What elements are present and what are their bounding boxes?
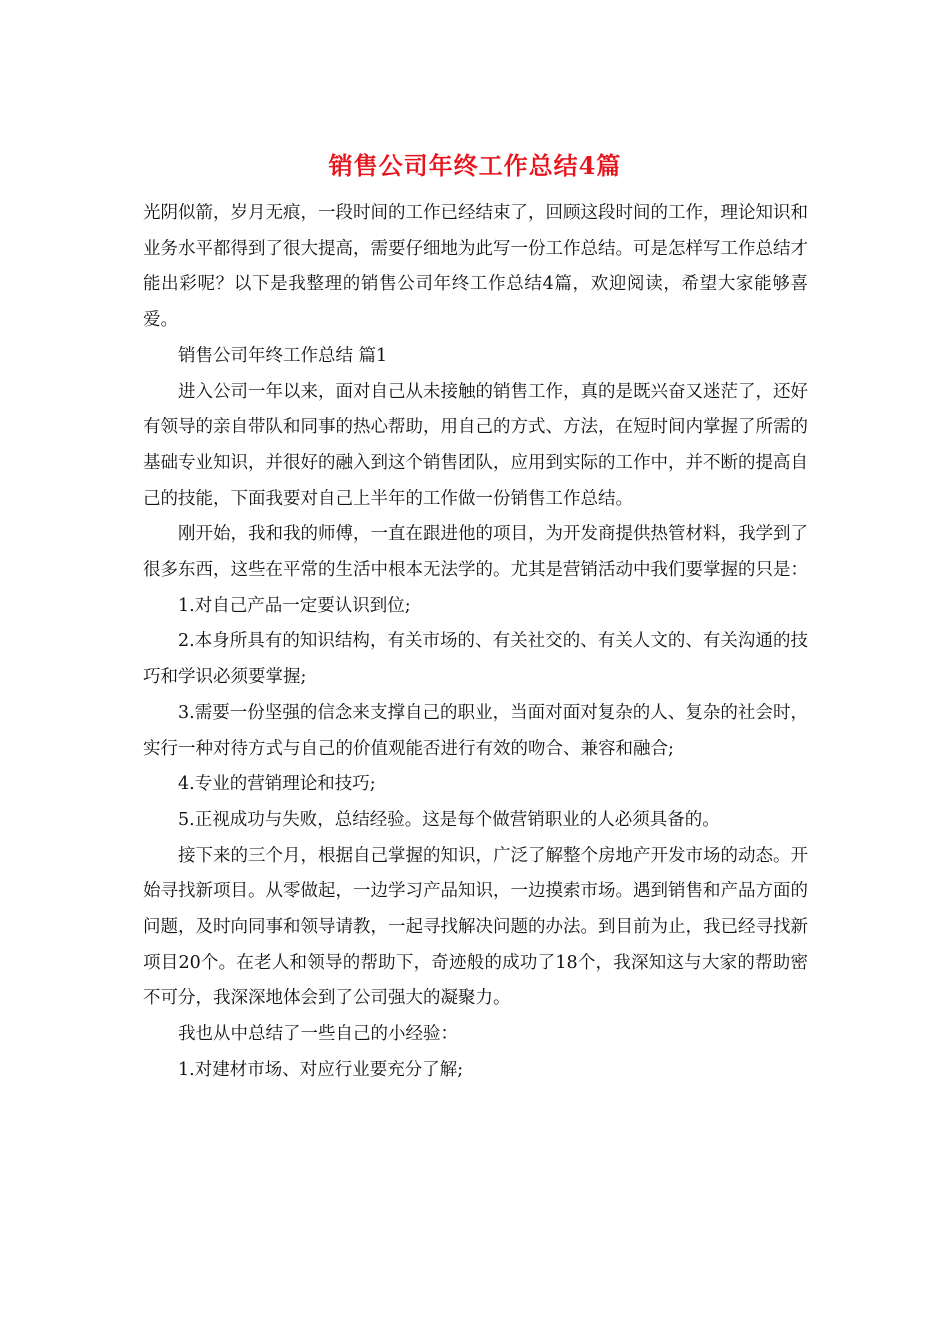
list-item: 1.对自己产品一定要认识到位; [178, 595, 411, 616]
body-paragraph: 刚开始，我和我的师傅，一直在跟进他的项目，为开发商提供热管材料，我学到了很多东西，这些在平常的生活中根本无法学的。尤其是营销活动中我们要掌握的只是： [143, 524, 808, 581]
list-item: 4.专业的营销理论和技巧; [178, 774, 376, 795]
section-heading: 销售公司年终工作总结 篇1 [178, 345, 388, 366]
list-item: 1.对建材市场、对应行业要充分了解; [178, 1059, 464, 1080]
list-item: 3.需要一份坚强的信念来支撑自己的职业，当面对面对复杂的人、复杂的社会时，实行一种对待方式与自己的价值观能否进行有效的吻合、兼容和融合; [143, 702, 808, 759]
body-paragraph: 接下来的三个月，根据自己掌握的知识，广泛了解整个房地产开发市场的动态。开始寻找新项目。从零做起，一边学习产品知识，一边摸索市场。遇到销售和产品方面的问题，及时向同事和领导请教，一起寻找解决问题的办法。到目前为止，我已经寻找新项目20个。在老人和领导的帮助下，奇迹般的成功了18个，我深知这与大家的帮助密不可分，我深深地体会到了公司强大的凝聚力。 [143, 845, 808, 1009]
body-paragraph: 我也从中总结了一些自己的小经验： [178, 1024, 458, 1045]
intro-paragraph: 光阴似箭，岁月无痕，一段时间的工作已经结束了，回顾这段时间的工作，理论知识和业务水平都得到了很大提高，需要仔细地为此写一份工作总结。可是怎样写工作总结才能出彩呢？以下是我整理的销售公司年终工作总结4篇，欢迎阅读，希望大家能够喜爱。 [143, 203, 808, 331]
list-item: 2.本身所具有的知识结构，有关市场的、有关社交的、有关人文的、有关沟通的技巧和学识必须要掌握; [143, 631, 808, 688]
document-body [143, 196, 808, 1089]
document-title: 销售公司年终工作总结4篇 [328, 151, 622, 180]
list-item: 5.正视成功与失败，总结经验。这是每个做营销职业的人必须具备的。 [178, 809, 720, 830]
body-paragraph: 进入公司一年以来，面对自己从未接触的销售工作，真的是既兴奋又迷茫了，还好有领导的亲自带队和同事的热心帮助，用自己的方式、方法，在短时间内掌握了所需的基础专业知识，并很好的融入到这个销售团队，应用到实际的工作中，并不断的提高自己的技能，下面我要对自己上半年的工作做一份销售工作总结。 [143, 381, 808, 509]
